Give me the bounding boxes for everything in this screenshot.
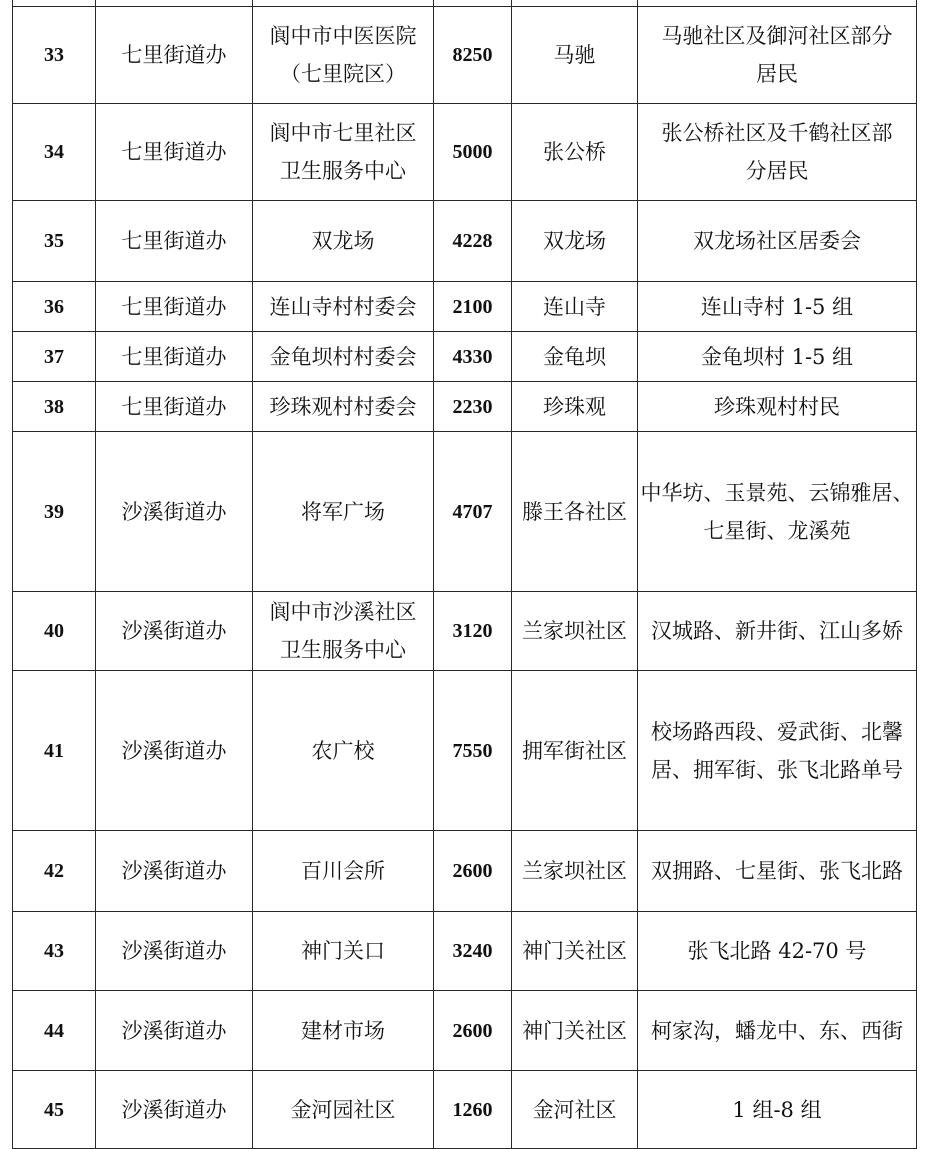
cell-subdistrict: 沙溪街道办 [96,991,253,1071]
cell-coverage-line: 七星街、龙溪苑 [703,518,851,543]
cell-site [253,592,434,671]
cell-site-line: 将军广场 [301,499,385,524]
table-row [13,332,917,382]
cell-population: 4228 [434,201,512,282]
cell-site-line: 金河园社区 [290,1097,396,1122]
cell-population: 2600 [434,831,512,912]
cell-community: 双龙场 [512,201,638,282]
cell-subdistrict: 七里街道办 [96,104,253,201]
cell-site-line: 珍珠观村村委会 [269,394,417,419]
cell-subdistrict: 沙溪街道办 [96,1071,253,1149]
cell-subdistrict: 沙溪街道办 [96,912,253,991]
cell-subdistrict: 七里街道办 [96,282,253,332]
table-row [13,7,917,104]
cell-coverage [638,382,917,432]
table-row [13,671,917,831]
table-row [13,282,917,332]
cell-subdistrict: 沙溪街道办 [96,831,253,912]
cell-site-line: 连山寺村村委会 [269,294,417,319]
cell-coverage-line: 珍珠观村村民 [714,394,840,419]
cell-population: 3120 [434,592,512,671]
cell-coverage [638,592,917,671]
cell-coverage-line: 金龟坝村 1-5 组 [700,344,854,369]
cell-coverage-line: 柯家沟，蟠龙中、东、西街 [651,1018,903,1043]
cell-site [253,831,434,912]
cell-coverage-line: 中华坊、玉景苑、云锦雅居、 [640,480,914,505]
cell-site [253,912,434,991]
cell-site [253,7,434,104]
cell-site-line: 神门关口 [301,939,385,963]
cell-index: 38 [13,382,96,432]
table-row [13,432,917,592]
cell-community: 拥军街社区 [512,671,638,831]
cell-site-line: 阆中市中医医院 [269,24,417,48]
cell-coverage-line: 连山寺村 1-5 组 [700,294,854,319]
cell-coverage [638,912,917,991]
cell-site [253,282,434,332]
cell-community: 滕王各社区 [512,432,638,592]
cell-index: 37 [13,332,96,382]
cell-population: 7550 [434,671,512,831]
cell-coverage-line: 居民 [756,62,798,86]
cell-community: 神门关社区 [512,991,638,1071]
cell-coverage [638,201,917,282]
cell-population: 2230 [434,382,512,432]
cell-site-line: （七里院区） [280,62,406,86]
cell-coverage-line: 双龙场社区居委会 [693,229,861,253]
cell-index: 40 [13,592,96,671]
cell-site-line: 双龙场 [311,229,375,253]
cell-coverage [638,282,917,332]
cell-site-line: 金龟坝村村委会 [269,344,417,369]
cell-coverage [638,1071,917,1149]
table-row [13,912,917,991]
cell-community: 兰家坝社区 [512,592,638,671]
cell-site [253,382,434,432]
cell-site [253,432,434,592]
table-row [13,104,917,201]
cell-coverage [638,831,917,912]
cell-site [253,201,434,282]
cell-site [253,104,434,201]
cell-coverage-line: 居、拥军街、张飞北路单号 [651,757,903,782]
cell-coverage-line: 马驰社区及御河社区部分 [661,24,893,48]
cell-coverage [638,7,917,104]
cell-site-line: 建材市场 [301,1018,385,1043]
table-row [13,382,917,432]
cell-index: 33 [13,7,96,104]
cell-population: 8250 [434,7,512,104]
cell-community: 神门关社区 [512,912,638,991]
cell-subdistrict: 七里街道办 [96,7,253,104]
cell-population: 3240 [434,912,512,991]
cell-subdistrict: 沙溪街道办 [96,432,253,592]
cell-index: 44 [13,991,96,1071]
cell-site-line: 阆中市沙溪社区 [269,600,417,624]
cell-coverage [638,332,917,382]
table-body [13,0,917,1149]
cell-population: 4330 [434,332,512,382]
cell-coverage-line: 张飞北路 42-70 号 [687,939,867,963]
table-row [13,831,917,912]
cell-population: 5000 [434,104,512,201]
cell-site [253,1071,434,1149]
cell-coverage [638,432,917,592]
cell-population: 1260 [434,1071,512,1149]
cell-index: 36 [13,282,96,332]
cell-subdistrict: 沙溪街道办 [96,671,253,831]
cell-coverage [638,104,917,201]
cell-site [253,991,434,1071]
cell-index: 39 [13,432,96,592]
cell-site-line: 阆中市七里社区 [269,121,417,145]
cell-index: 45 [13,1071,96,1149]
cell-population: 4707 [434,432,512,592]
cell-index: 34 [13,104,96,201]
table-row [13,592,917,671]
cell-index: 41 [13,671,96,831]
cell-population: 2100 [434,282,512,332]
cell-coverage-line: 校场路西段、爱武街、北馨 [651,719,903,744]
cell-site [253,332,434,382]
cell-subdistrict: 七里街道办 [96,332,253,382]
cell-site-line: 卫生服务中心 [280,159,406,183]
cell-site [253,671,434,831]
cell-coverage-line: 张公桥社区及千鹤社区部 [661,121,893,145]
site-table [12,0,917,1149]
cell-coverage-line: 1 组-8 组 [732,1097,822,1122]
cell-subdistrict: 七里街道办 [96,382,253,432]
cell-subdistrict: 沙溪街道办 [96,592,253,671]
table-row [13,201,917,282]
cell-community: 金龟坝 [512,332,638,382]
cell-site-line: 卫生服务中心 [280,638,406,662]
cell-coverage-line: 分居民 [745,159,809,183]
cell-community: 张公桥 [512,104,638,201]
table-row [13,1071,917,1149]
cell-index: 42 [13,831,96,912]
cell-community: 连山寺 [512,282,638,332]
cell-subdistrict: 七里街道办 [96,201,253,282]
cell-population: 2600 [434,991,512,1071]
cell-index: 35 [13,201,96,282]
cell-site-line: 百川会所 [301,859,385,883]
cell-coverage [638,671,917,831]
cell-community: 金河社区 [512,1071,638,1149]
cell-index: 43 [13,912,96,991]
cell-site-line: 农广校 [311,738,375,763]
cell-community: 兰家坝社区 [512,831,638,912]
table-row [13,991,917,1071]
cell-coverage-line: 双拥路、七星街、张飞北路 [651,859,903,883]
cell-community: 马驰 [512,7,638,104]
cell-coverage [638,991,917,1071]
cell-community: 珍珠观 [512,382,638,432]
cell-coverage-line: 汉城路、新井街、江山多娇 [651,619,903,643]
